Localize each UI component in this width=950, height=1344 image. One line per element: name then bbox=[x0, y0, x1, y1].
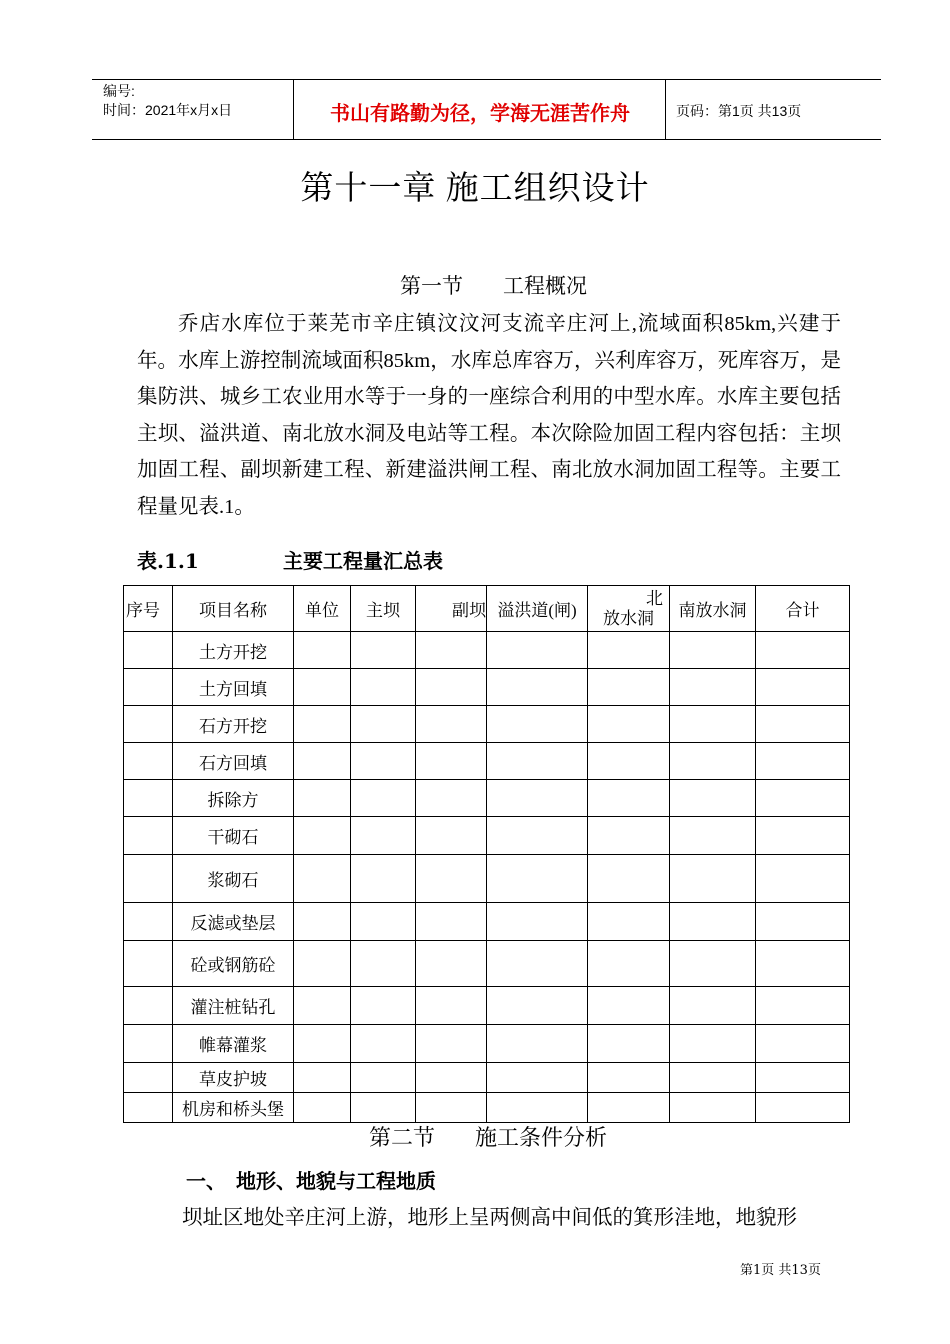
quantity-summary-table bbox=[123, 585, 850, 1123]
table-row bbox=[124, 941, 850, 987]
row-item-name: 土方开挖 bbox=[173, 632, 294, 669]
table-row bbox=[124, 1025, 850, 1063]
doc-number-label: 编号: bbox=[103, 83, 135, 99]
row-item-name: 石方开挖 bbox=[173, 706, 294, 743]
header-page-info: 页码：第1页 共13页 bbox=[676, 103, 802, 119]
subsection-title: 地形、地貌与工程地质 bbox=[236, 1169, 436, 1193]
section-2-title: 施工条件分析 bbox=[475, 1125, 608, 1150]
table-row bbox=[124, 632, 850, 669]
table-header-row bbox=[124, 586, 850, 632]
row-item-name: 土方回填 bbox=[173, 669, 294, 706]
row-item-name: 反滤或垫层 bbox=[173, 903, 294, 941]
col-header-north-outlet: 北 放水洞 bbox=[588, 586, 670, 632]
table-row bbox=[124, 669, 850, 706]
row-item-name: 拆除方 bbox=[173, 780, 294, 817]
row-item-name: 草皮护坡 bbox=[173, 1063, 294, 1093]
table-row bbox=[124, 780, 850, 817]
table-row bbox=[124, 903, 850, 941]
row-item-name: 灌注桩钻孔 bbox=[173, 987, 294, 1025]
col-header-index: 序号 bbox=[124, 586, 173, 632]
section-2-heading bbox=[369, 1121, 607, 1152]
col-header-south-outlet: 南放水洞 bbox=[670, 586, 756, 632]
table-row bbox=[124, 706, 850, 743]
subsection-number: 一、 bbox=[186, 1169, 226, 1193]
section-1-number: 第一节 bbox=[400, 274, 463, 298]
header-meta bbox=[103, 82, 232, 120]
table-row bbox=[124, 817, 850, 855]
row-item-name: 帷幕灌浆 bbox=[173, 1025, 294, 1063]
col-header-auxiliary-dam: 副坝 bbox=[416, 586, 487, 632]
col-header-item: 项目名称 bbox=[173, 586, 294, 632]
header-motto: 书山有路勤为径，学海无涯苦作舟 bbox=[330, 101, 630, 125]
doc-time: 时间：2021年x月x日 bbox=[103, 102, 233, 118]
table-row bbox=[124, 1093, 850, 1123]
row-item-name: 浆砌石 bbox=[173, 855, 294, 903]
table-row bbox=[124, 855, 850, 903]
col-header-main-dam: 主坝 bbox=[351, 586, 416, 632]
footer-page-number: 第1页 共13页 bbox=[740, 1263, 821, 1278]
header-bottom-rule bbox=[92, 139, 881, 140]
row-item-name: 干砌石 bbox=[173, 817, 294, 855]
row-item-name: 机房和桥头堡 bbox=[173, 1093, 294, 1123]
section-1-heading bbox=[400, 270, 587, 300]
table-row bbox=[124, 743, 850, 780]
section-2-number: 第二节 bbox=[369, 1125, 436, 1150]
overview-paragraph: 乔店水库位于莱芜市辛庄镇汶汶河支流辛庄河上,流域面积85km,兴建于年。水库上游控制流域面积85km，水库总库容万，兴利库容万，死库容万，是集防洪、城乡工农业用水等于一身的一座综合利用的中型水库。水库主要包括主坝、溢洪道、南北放水洞及电站等工程。本次除险加固工程内容包括：主坝加固工程、副坝新建工程、新建溢洪闸工程、南北放水洞加固工程等。主要工程量见表.1。 bbox=[137, 313, 841, 518]
subsection-heading bbox=[186, 1165, 436, 1194]
chapter-title: 第十一章 施工组织设计 bbox=[300, 171, 650, 207]
row-item-name: 砼或钢筋砼 bbox=[173, 941, 294, 987]
col-header-spillway: 溢洪道(闸) bbox=[487, 586, 588, 632]
table-caption-number: 表.1.1 bbox=[137, 549, 199, 573]
section-1-title: 工程概况 bbox=[503, 274, 587, 298]
table-caption-title: 主要工程量汇总表 bbox=[283, 549, 443, 573]
row-item-name: 石方回填 bbox=[173, 743, 294, 780]
table-row bbox=[124, 987, 850, 1025]
header-top-rule bbox=[92, 79, 881, 80]
overview-text bbox=[137, 306, 841, 525]
terrain-paragraph: 坝址区地处辛庄河上游，地形上呈两侧高中间低的箕形洼地，地貌形 bbox=[182, 1207, 797, 1229]
table-row bbox=[124, 1063, 850, 1093]
col-header-unit: 单位 bbox=[294, 586, 351, 632]
table-caption bbox=[137, 545, 443, 574]
col-header-total: 合计 bbox=[756, 586, 850, 632]
